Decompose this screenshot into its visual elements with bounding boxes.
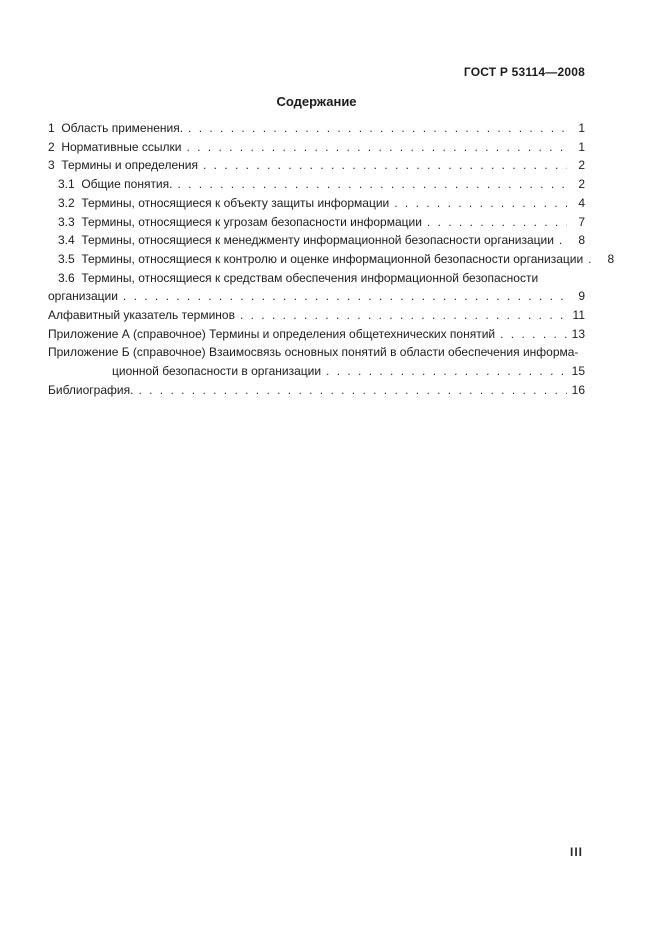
toc-entry <box>48 325 585 344</box>
toc-entry <box>48 250 615 269</box>
toc-list <box>48 119 615 400</box>
toc-entry-page: 1 <box>578 139 585 154</box>
toc-entry-page: 13 <box>571 326 585 341</box>
toc-entry-wrapped-line: 3.6 Термины, относящиеся к средствам обеспечения информационной безопасности <box>58 270 539 285</box>
toc-entry-wrapped-line: Приложение Б (справочное) Взаимосвязь основных понятий в области обеспечения информа- <box>48 345 579 360</box>
toc-entry <box>48 138 585 157</box>
toc-entry-label: Библиография. <box>48 382 134 397</box>
dot-leader <box>326 362 567 381</box>
toc-title: Содержание <box>276 94 357 109</box>
toc-entry-page: 16 <box>571 382 585 397</box>
dot-leader <box>427 213 567 232</box>
dot-leader <box>240 306 567 325</box>
toc-entry <box>48 306 585 325</box>
page-number: III <box>569 845 583 859</box>
page-content <box>48 65 615 400</box>
toc-entry-label: Алфавитный указатель терминов <box>48 308 235 323</box>
document-designation: ГОСТ Р 53114—2008 <box>463 65 585 79</box>
toc-entry-label: 2 Нормативные ссылки <box>48 139 182 154</box>
toc-entry <box>48 231 585 250</box>
dot-leader <box>394 194 567 213</box>
toc-entry-label: 3.2 Термины, относящиеся к объекту защиты информации <box>58 195 390 210</box>
toc-entry <box>48 381 585 400</box>
dot-leader <box>186 138 567 157</box>
toc-entry-label: 1 Область применения. <box>48 121 184 135</box>
toc-entry-label: 3 Термины и определения <box>48 158 198 173</box>
toc-entry-page: 8 <box>578 233 585 248</box>
toc-entry-label: организации <box>48 289 118 304</box>
toc-entry-label: Приложение А (справочное) Термины и определения общетехнических понятий <box>48 326 496 341</box>
dot-leader <box>123 287 567 306</box>
toc-entry-page: 7 <box>578 214 585 229</box>
toc-entry-label: ционной безопасности в организации <box>112 364 322 379</box>
toc-entry <box>48 362 585 381</box>
toc-entry-label: 3.5 Термины, относящиеся к контролю и оценке информационной безопасности организации <box>58 251 584 266</box>
dot-leader <box>188 119 567 138</box>
toc-entry-label: 3.3 Термины, относящиеся к угрозам безопасности информации <box>58 214 422 229</box>
toc-entry <box>48 175 585 194</box>
toc-entry-page: 11 <box>572 308 585 323</box>
toc-entry-page: 15 <box>571 364 585 379</box>
dot-leader <box>177 175 567 194</box>
toc-entry-page: 9 <box>578 289 585 304</box>
toc-entry-page: 4 <box>578 195 585 210</box>
toc-entry <box>48 194 585 213</box>
toc-entry <box>48 213 585 232</box>
dot-leader <box>138 381 567 400</box>
dot-leader <box>559 231 567 250</box>
toc-entry-label: 3.4 Термины, относящиеся к менеджменту информационной безопасности организации <box>58 233 554 248</box>
toc-entry-page: 2 <box>578 158 585 173</box>
dot-leader <box>203 156 567 175</box>
dot-leader <box>500 325 567 344</box>
toc-entry <box>48 156 585 175</box>
dot-leader <box>588 250 596 269</box>
toc-entry-page: 8 <box>607 251 615 266</box>
toc-entry-page: 1 <box>578 121 585 135</box>
toc-entry-page: 2 <box>578 177 585 192</box>
toc-entry-label: 3.1 Общие понятия. <box>58 177 173 192</box>
toc-entry <box>48 287 585 306</box>
toc-entry <box>48 119 585 138</box>
